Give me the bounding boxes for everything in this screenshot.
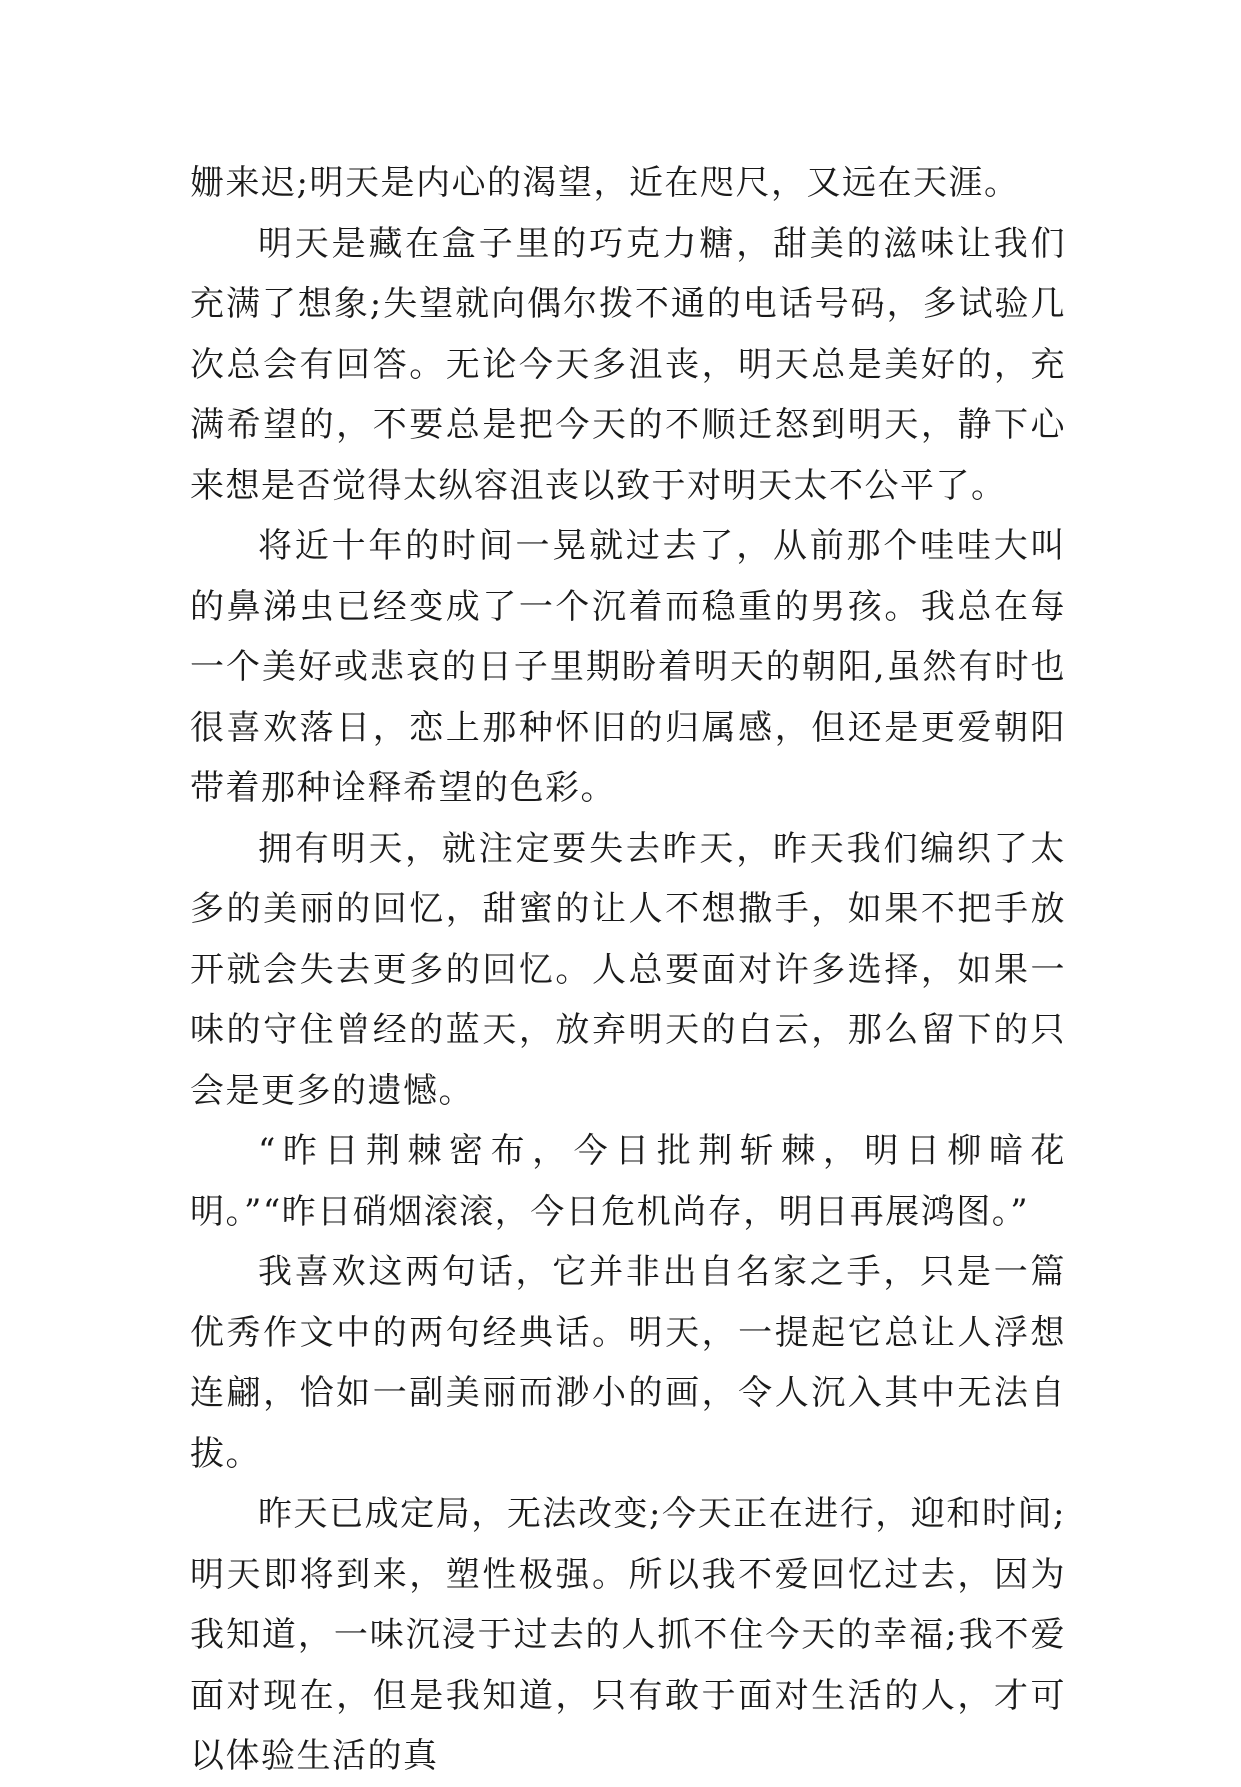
paragraph-two-sentences: 我喜欢这两句话，它并非出自名家之手，只是一篇优秀作文中的两句经典话。明天，一提起它总让人浮想连翩，恰如一副美丽而渺小的画，令人沉入其中无法自拔。 xyxy=(190,1252,1066,1474)
paragraph-quote: “昨日荆棘密布，今日批荆斩棘，明日柳暗花明。”“昨日硝烟滚滚，今日危机尚存，明日再展鸿图。” xyxy=(190,1131,1066,1232)
paragraph-owning-tomorrow: 拥有明天，就注定要失去昨天，昨天我们编织了太多的美丽的回忆，甜蜜的让人不想撒手，如果不把手放开就会失去更多的回忆。人总要面对许多选择，如果一味的守住曾经的蓝天，放弃明天的白云，那么留下的只会是更多的遗憾。 xyxy=(190,828,1066,1111)
document-body xyxy=(190,153,1066,1787)
paragraph-yesterday-today: 昨天已成定局，无法改变;今天正在进行，迎和时间;明天即将到来，塑性极强。所以我不爱回忆过去，因为我知道，一味沉浸于过去的人抓不住今天的幸福;我不爱面对现在，但是我知道，只有敢于面对生活的人，才可以体验生活的真 xyxy=(190,1494,1066,1776)
paragraph-chocolate: 明天是藏在盒子里的巧克力糖，甜美的滋味让我们充满了想象;失望就向偶尔拨不通的电话号码，多试验几次总会有回答。无论今天多沮丧，明天总是美好的，充满希望的，不要总是把今天的不顺迁怒到明天，静下心来想是否觉得太纵容沮丧以致于对明天太不公平了。 xyxy=(190,223,1066,506)
paragraph-ten-years: 将近十年的时间一晃就过去了，从前那个哇哇大叫的鼻涕虫已经变成了一个沉着而稳重的男孩。我总在每一个美好或悲哀的日子里期盼着明天的朝阳,虽然有时也很喜欢落日，恋上那种怀旧的归属感，但还是更爱朝阳带着那种诠释希望的色彩。 xyxy=(190,526,1066,808)
paragraph-continuation: 姗来迟;明天是内心的渴望，近在咫尺，又远在天涯。 xyxy=(190,163,1020,203)
